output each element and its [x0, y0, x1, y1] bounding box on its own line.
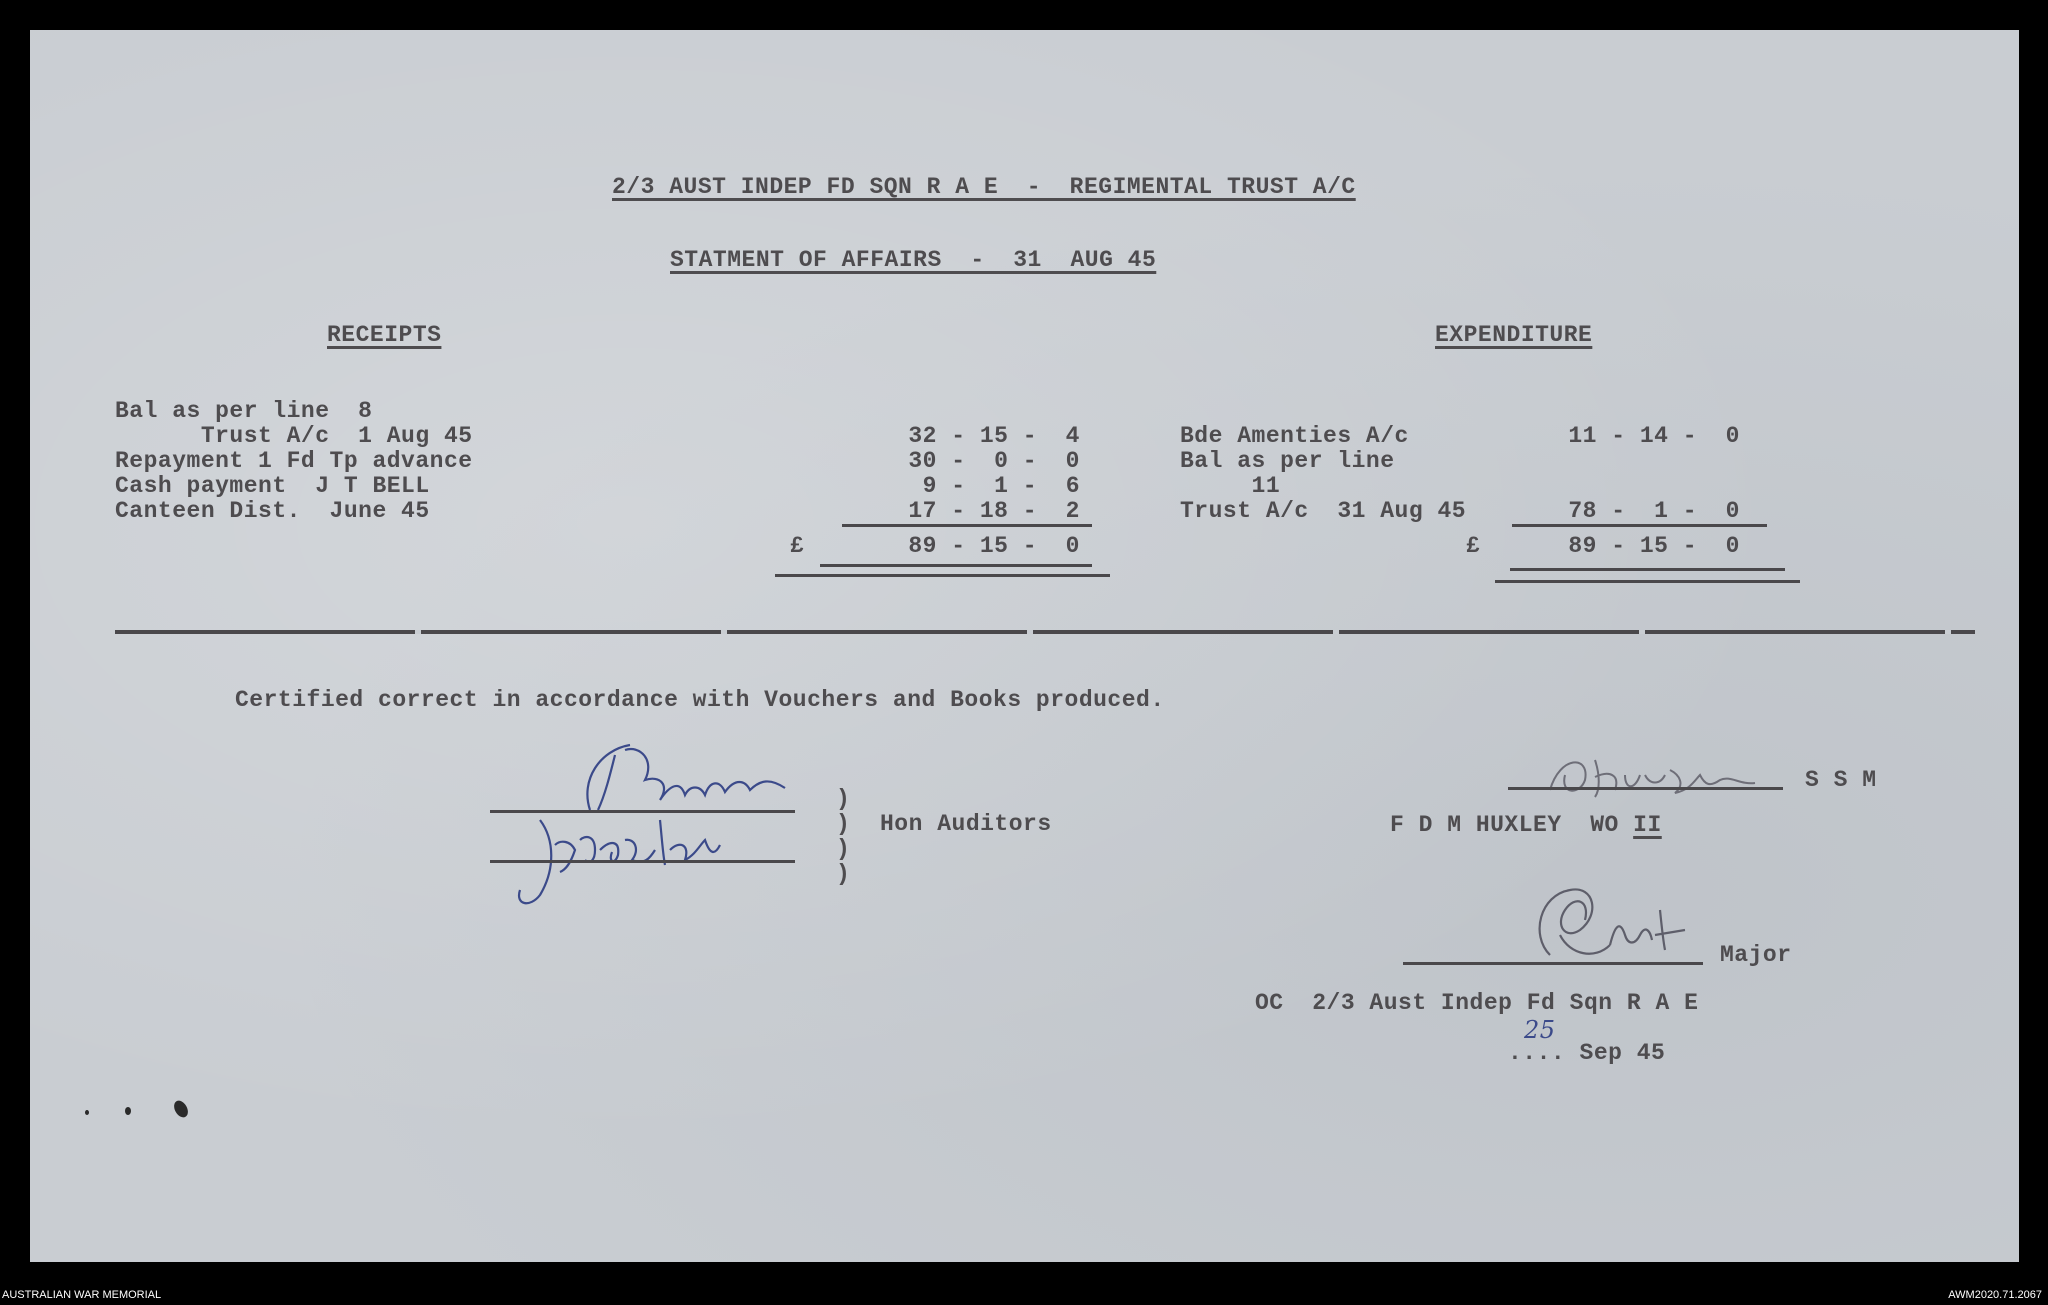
expenditure-amount: 11 - 14 - 0 [1568, 423, 1740, 449]
oc-signature-line [1403, 962, 1703, 965]
expenditure-amount: 78 - 1 - 0 [1568, 498, 1740, 524]
receipt-line-label: Cash payment J T BELL [115, 473, 430, 499]
receipts-heading: RECEIPTS [327, 322, 442, 348]
ssm-name-text: F D M HUXLEY WO [1390, 812, 1634, 838]
expenditure-line-label: 11 [1180, 473, 1281, 499]
receipt-amount: 9 - 1 - 6 [922, 473, 1080, 499]
receipt-line-label: Repayment 1 Fd Tp advance [115, 448, 473, 474]
document-page [30, 30, 2019, 1262]
receipts-subtotal-rule [842, 524, 1092, 527]
receipt-line-label: Bal as per line 8 [115, 398, 373, 424]
receipts-total: 89 - 15 - 0 [908, 533, 1080, 559]
expenditure-currency: £ [1466, 533, 1481, 559]
oc-rank: Major [1720, 942, 1792, 968]
receipt-amount: 17 - 18 - 2 [908, 498, 1080, 524]
ssm-signature [1540, 745, 1800, 805]
receipts-total-rule [820, 564, 1092, 567]
auditor-signature-1 [520, 740, 850, 820]
footer-right: AWM2020.71.2067 [1948, 1289, 2042, 1301]
bracket: ) [836, 836, 851, 862]
expenditure-line-label: Trust A/c 31 Aug 45 [1180, 498, 1467, 524]
oc-unit: OC 2/3 Aust Indep Fd Sqn R A E [1255, 990, 1699, 1016]
receipts-currency: £ [790, 533, 805, 559]
oc-date-prefix: .... [1508, 1040, 1566, 1066]
oc-date-rest: Sep 45 [1565, 1040, 1666, 1066]
receipt-line-label: Trust A/c 1 Aug 45 [115, 423, 473, 449]
footer-left: AUSTRALIAN WAR MEMORIAL [2, 1289, 162, 1301]
paper-mark [125, 1107, 131, 1115]
paper-mark [171, 1098, 190, 1120]
bracket: ) [836, 811, 851, 837]
ssm-signature-line [1508, 787, 1783, 790]
expenditure-total-rule [1510, 568, 1785, 571]
ssm-grade: II [1633, 812, 1662, 838]
unit-title: 2/3 AUST INDEP FD SQN R A E - REGIMENTAL TRUST A/C [612, 174, 1356, 200]
expenditure-total-rule [1495, 580, 1800, 583]
oc-date-day-handwritten: 25 [1524, 1016, 1556, 1044]
hon-auditors-label: Hon Auditors [880, 811, 1052, 837]
expenditure-line-label: Bde Amenties A/c [1180, 423, 1409, 449]
expenditure-total: 89 - 15 - 0 [1568, 533, 1740, 559]
bracket: ) [836, 861, 851, 887]
certification-text: Certified correct in accordance with Vouchers and Books produced. [235, 687, 1165, 713]
receipt-line-label: Canteen Dist. June 45 [115, 498, 430, 524]
ssm-rank: S S M [1805, 767, 1877, 793]
receipt-amount: 30 - 0 - 0 [908, 448, 1080, 474]
receipts-total-rule [775, 574, 1110, 577]
expenditure-line-label: Bal as per line [1180, 448, 1395, 474]
section-divider [115, 630, 1975, 634]
bracket: ) [836, 786, 851, 812]
oc-date [1508, 1042, 1665, 1065]
auditor-signature-line [490, 860, 795, 863]
receipt-amount: 32 - 15 - 4 [908, 423, 1080, 449]
statement-title: STATMENT OF AFFAIRS - 31 AUG 45 [670, 247, 1157, 273]
paper-mark [85, 1110, 89, 1115]
ssm-name [1390, 814, 1662, 837]
oc-signature [1510, 875, 1710, 970]
expenditure-subtotal-rule [1512, 524, 1767, 527]
expenditure-heading: EXPENDITURE [1435, 322, 1593, 348]
